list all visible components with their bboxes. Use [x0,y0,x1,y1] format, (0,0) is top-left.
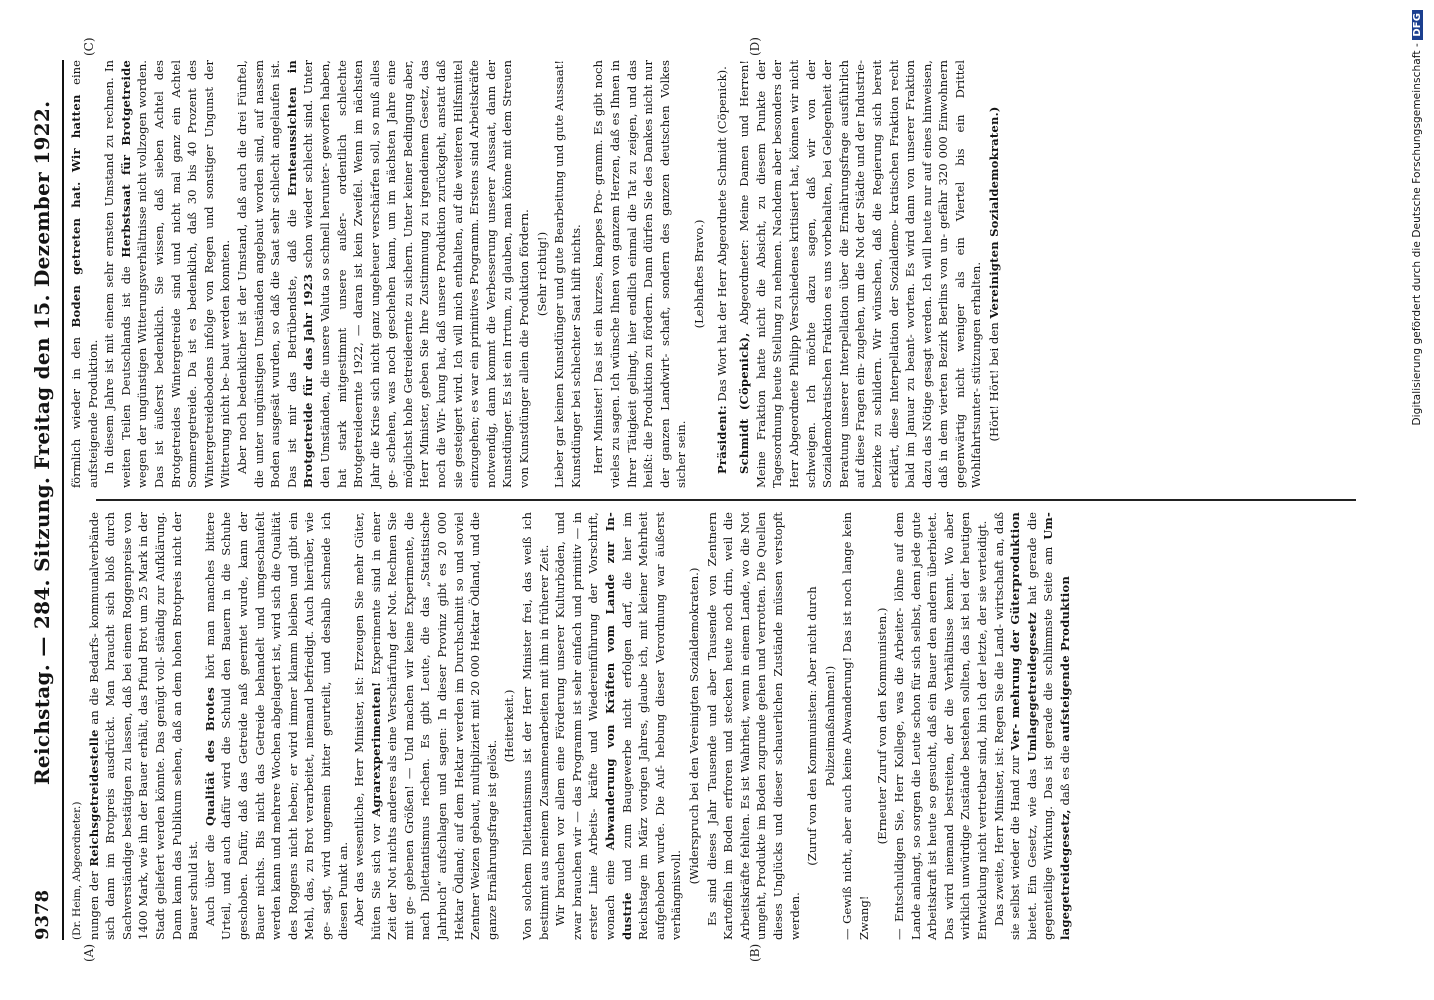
header-rule [62,60,64,940]
interjection: (Zuruf von den Kommunisten: Aber nicht durch [805,586,820,866]
margin-marker-a: (A) [82,943,96,962]
paragraph: Herr Minister! Das ist ein kurzes, knappes Pro- gramm. Es gibt noch vieles zu sagen. Ich wünsche Ihnen von ganzem Herzen, daß es Ihnen in Ihrer Tätigkeit gelingt, hier endlich einmal die Tat zu zeigen, und das heißt: die Produktion zu fördern. Dann dürfen Sie des Dankes nicht nur der ganzen Landwirt- schaft, sondern des ganzen deutschen Volkes sicher sein. [591,60,689,488]
paragraph: Wir brauchen vor allem eine Förderung unserer Kulturböden, und zwar brauchen wir — das Programm ist sehr einfach und primitiv — in erster Linie Arbeits- kräfte und Wiedereinführung der Vorschrift, wonach eine Abwanderung von Kräften vom Lande zur In- dustrie und zum Baugewerbe nicht erfolgen darf, die hier im Reichstage im März vorigen Jahres, glaube ich, mit kleiner Mehrheit aufgehoben wurde. Die Auf- hebung dieser Verordnung war äußerst verhängnisvoll. [553,512,684,940]
interjection: (Heiterkeit.) [502,689,517,763]
credit-strip [1406,0,1434,1000]
paragraph: Es sind dieses Jahr Tausende und aber Tausende von Zentnern Kartoffeln im Boden erfroren und stecken heute noch drin, weil die Arbeitskräfte fehlten. Es ist Wahrheit, wenn in einem Lande, wo die Not umgeht, Produkte im Boden zugrunde gehen und verrotten. Die Quellen dieses Unglücks und dieser schauerlichen Zustände müssen verstopft werden. [704,512,802,940]
paragraph: — Entschuldigen Sie, Herr Kollege, was die Arbeiter- löhne auf dem Lande anlangt, so sorgen die Leute schon für sich selbst, denn jede gute Arbeitskraft ist heute so gesucht, daß ein Bauer den andern überbietet. Das wird niemand bestreiten, der die Verhältnisse kennt. Wo aber wirklich unwürdige Zustände bestehen sollten, das ist bei der heutigen Entwicklung nicht vertretbar sind, bin ich der letzte, der sie verteidigt. [892,512,990,940]
column-divider [96,500,1356,502]
interjection: (Widerspruch bei den Vereinigten Sozialdemokraten.) [686,567,701,885]
interjection: Polizeimaßnahmen!) [822,665,837,787]
paragraph: förmlich wieder in den Boden getreten hat. Wir hatten eine aufsteigende Produktion. [69,59,100,488]
right-column [68,60,1363,488]
interjection: (Lebhaftes Bravo.) [691,219,706,329]
paragraph: Präsident: Das Wort hat der Herr Abgeordnete Schmidt (Cöpenick). [714,66,729,474]
page-header [30,60,62,940]
paragraph: — Gewiß nicht, aber auch keine Abwanderung! Das ist noch lange kein Zwang! [840,512,871,940]
paragraph: Lieber gar keinen Kunstdünger und gute Bearbeitung und gute Aussaat! Kunstdünger bei schlechter Saat hilft nichts. [552,60,583,488]
credit-text: Digitalisierung gefördert durch die Deutsche Forschungsgemeinschaft - DFG [1411,10,1423,426]
left-column [68,512,1363,940]
paragraph: In diesem Jahre ist mit einem sehr ernsten Umstand zu rechnen. In weiten Teilen Deutschlands ist die Herbstsaat für Brotgetreide wegen der ungünstigen Witterungsverhältnisse nicht vollzogen worden. Das ist äußerst bedenklich. Sie wissen, daß sieben Achtel des Brotgetreides Wintergetreide sind und nicht mal ganz ein Achtel Sommergetreide. Da ist es bedenklich, daß 30 bis 40 Prozent des Wintergetreidebodens infolge von Regen und sonstiger Ungunst der Witterung nicht be- baut werden konnten. [102,60,233,488]
interjection: (Sehr richtig!) [534,231,549,317]
paragraph: Von solchem Dilettantismus ist der Herr Minister frei, das weiß ich bestimmt aus meinem Zusammenarbeiten mit ihm in früherer Zeit. [520,512,551,940]
paragraph: Auch über die Qualität des Brotes hört man manches bittere Urteil, und auch dafür wird die Schuld den Bauern in die Schuhe geschoben. Dafür, daß das Getreide naß geerntet wurde, kann der Bauer nichts. Bis nicht das Getreide behandelt und umgeschaufelt werden kann und mehrere Wochen abgelagert ist, wird sich die Qualität des Roggens nicht heben; er wird immer klamm bleiben und gibt ein Mehl, das, zu Brot verarbeitet, niemand befriedigt. Auch hierüber, wie ge- sagt, wird ungemein bitter geurteilt, und deshalb schneide ich diesen Punkt an. [202,511,350,940]
running-head: Reichstag. — 284. Sitzung. Freitag den 15. Dezember 1922. [30,100,54,785]
margin-marker-c: (C) [82,37,96,56]
dfg-logo: DFG [1412,10,1423,40]
paragraph: Aber noch bedenklicher ist der Umstand, daß auch die drei Fünftel, die unter ungünstigen Umständen angebaut worden sind, auf nassem Boden ausgesät wurden, so daß die Saat sehr schlecht angelaufen ist. Das ist mir das Betrübendste, daß die Ernteaussichten in Brotgetreide für das Jahr 1923 schon wieder schlecht sind. Unter den Umständen, die unsere Valuta so schnell herunter- geworfen haben, hat stark mitgestimmt unsere außer- ordentlich schlechte Brotgetreideernte 1922, — daran ist kein Zweifel. Wenn im nächsten Jahr die Krise sich nicht ganz ungeheuer verschärfen soll, so muß alles ge- schehen, was noch geschehen kann, um im nächsten Jahre eine möglichst hohe Getreideernte zu sichern. Unter keiner Bedingung aber, Herr Minister, geben Sie Ihre Zustimmung zu irgendeinem Gesetz, das noch die Wir- kung hat, daß unsere Produktion zurückgeht, anstatt daß sie gesteigert wird. Ich will mich enthalten, auf die weiteren Hilfsmittel einzugehen; es war ein primitives Programm. Erstens sind Arbeitskräfte notwendig, dann kommt die Verbesserung unserer Aussaat, dann der Kunstdünger. Es ist ein Irrtum, zu glauben, man könne mit dem Streuen von Kunstdünger allein die Produktion fördern. [234,59,532,488]
paragraph: Aber das wesentliche, Herr Minister, ist: Erzeugen Sie mehr Güter, hüten Sie sich vor Agrarexperimenten! Experimente sind in einer Zeit der Not nichts anderes als eine Verschärfung der Not. Rechnen Sie mit ge- gebenen Größen! — Und machen wir keine Experimente, die nach Dilettantismus riechen. Es gibt Leute, die das „Statistische Jahrbuch“ aufschlagen und sagen: In dieser Provinz gibt es 20 000 Hektar Ödland; auf dem Hektar werden im Durchschnitt so und soviel Zentner Weizen gebaut, multipliziert mit 20 000 Hektar Ödland, und die ganze Ernährungsfrage ist gelöst. [352,511,499,940]
interjection: (Erneuter Zuruf von den Kommunisten.) [874,607,889,845]
paragraph: Schmidt (Cöpenick), Abgeordneter: Meine Damen und Herren! Meine Fraktion hatte nicht die Absicht, zu diesem Punkte der Tagesordnung heute Stellung zu nehmen. Nachdem aber besonders der Herr Abgeordnete Philipp Verschiedenes kritisiert hat, können wir nicht schweigen. Ich möchte dazu sagen, daß wir von der Sozialdemokratischen Fraktion es uns vorbehalten, bei Gelegenheit der Beratung unserer Interpellation über die Ernährungsfrage ausführlich auf diese Fragen ein- zugehen, um die Not der Städte und der Industrie- bezirke zu schildern. Wir wünschen, daß die Regierung sich bereit erklärt, diese Interpellation der Sozialdemo- kratischen Fraktion recht bald im Januar zu beant- worten. Es wird dann von unserer Fraktion dazu das Nötige gesagt werden. Ich will heute nur auf eines hinweisen, daß in dem vierten Bezirk Berlins von un- gefähr 320 000 Einwohnern gegenwärtig nicht weniger als ein Viertel bis ein Drittel Wohlfahrtsunter- stützungen erhalten. [737,60,984,488]
paragraph: nungen der Reichsgetreidestelle an die Bedarfs- kommunalverbände sich dann im Brotpreis ausdrückt. Man braucht sich bloß durch Sachverständige bestätigen zu lassen, daß bei einem Roggenpreise von 1400 Mark, wie ihn der Bauer erhält, das Pfund Brot um 25 Mark in der Stadt geliefert werden könnte. Das genügt voll- ständig zur Aufklärung. Dann kann das Publikum sehen, daß an dem hohen Brotpreis nicht der Bauer schuld ist. [86,512,201,940]
paragraph: Das zweite, Herr Minister, ist: Regen Sie die Land- wirtschaft an, daß sie selbst wieder die Hand zur Ver- mehrung der Güterproduktion bietet. Ein Gesetz, wie das Umlagegetreidegesetz hat gerade die gegenteilige Wirkung. Das ist gerade die schlimmste Seite am Um- lagegetreidegesetz, daß es die aufsteigende Produktion [991,512,1073,940]
page-number: 9378 [32,889,53,940]
margin-marker-d: (D) [748,37,762,56]
interjection: (Hört! Hört! bei den Vereinigten Sozialdemokraten.) [987,106,1002,442]
margin-marker-b: (B) [748,943,762,962]
speaker-tag: (Dr. Heim, Abgeordneter.) [71,801,83,940]
